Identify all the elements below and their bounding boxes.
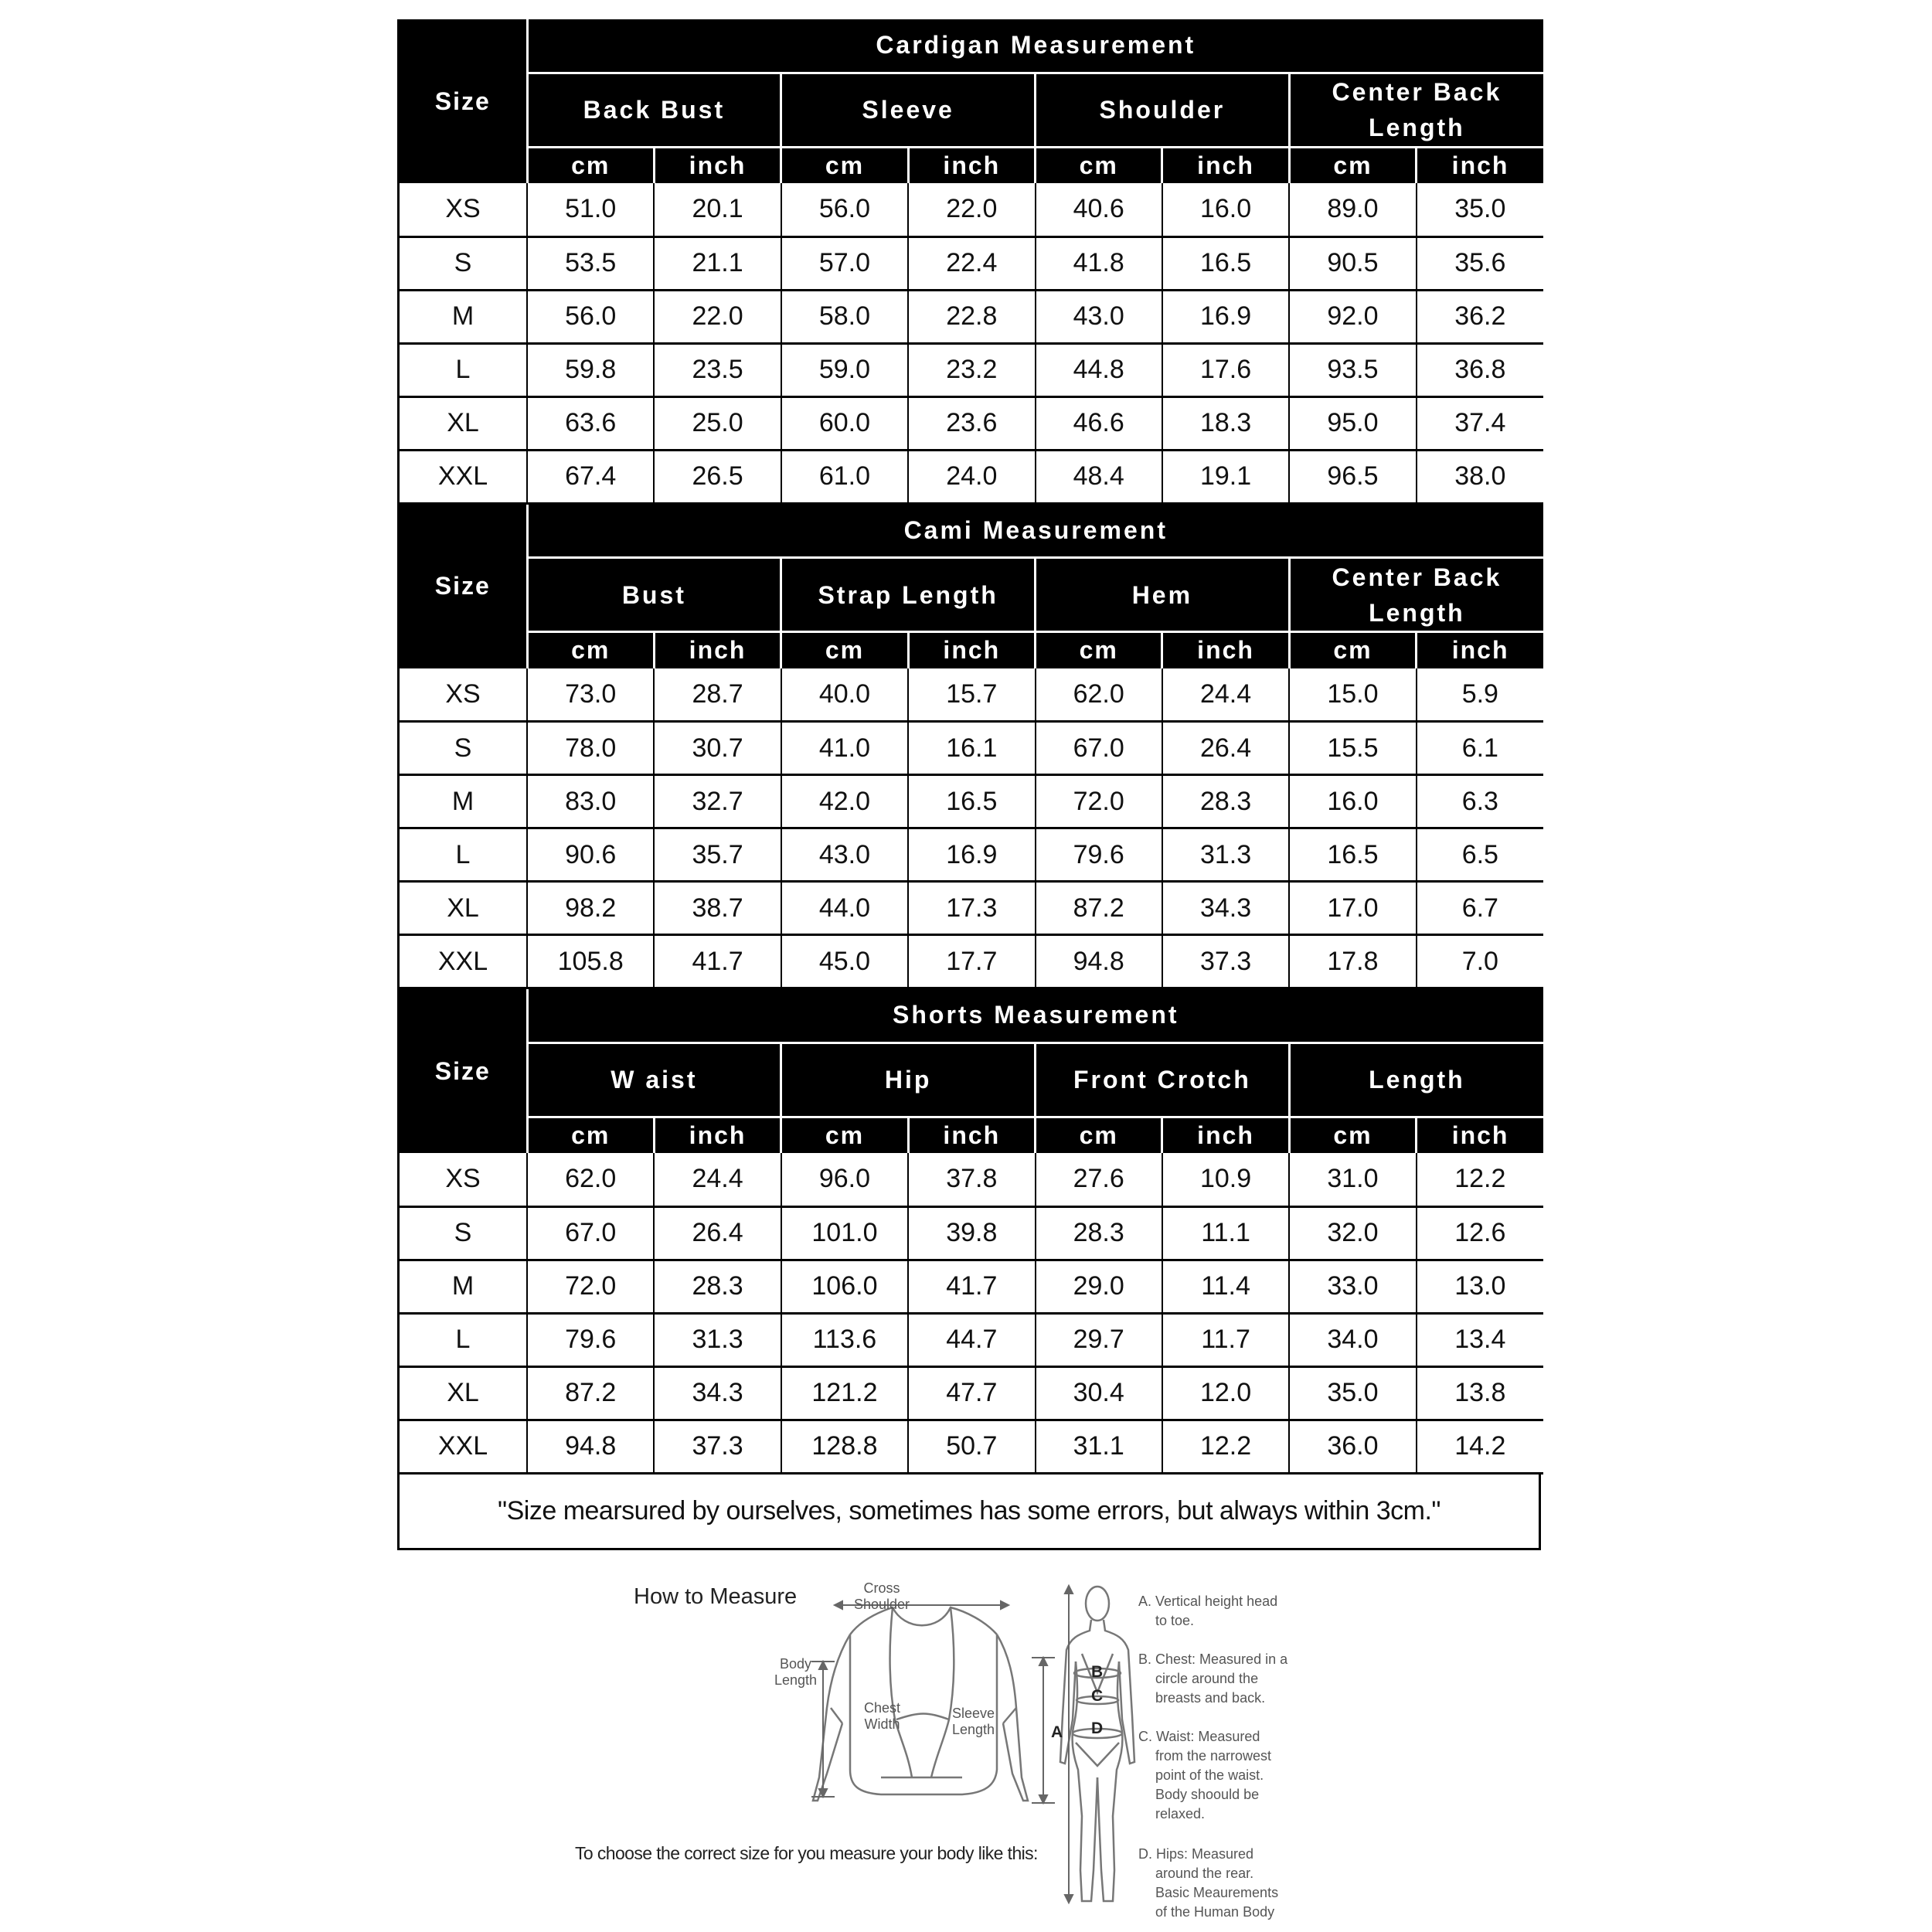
- legend-line: to toe.: [1155, 1613, 1195, 1628]
- legend-line: point of the waist.: [1155, 1767, 1264, 1783]
- value-cell: 23.5: [654, 343, 781, 396]
- table-row: [400, 828, 1543, 882]
- value-cell: 41.7: [908, 1260, 1035, 1313]
- size-cell: XS: [400, 1153, 527, 1206]
- value-cell: 12.2: [1417, 1153, 1543, 1206]
- table-row: [400, 236, 1543, 290]
- size-cell: XL: [400, 882, 527, 935]
- legend-line: A. Vertical height head: [1138, 1594, 1278, 1609]
- value-cell: 22.0: [908, 183, 1035, 236]
- value-cell: 6.5: [1417, 828, 1543, 882]
- value-cell: 16.1: [908, 722, 1035, 775]
- unit-header-inch: inch: [908, 632, 1035, 668]
- value-cell: 24.4: [654, 1153, 781, 1206]
- unit-header-cm: cm: [1289, 1117, 1416, 1153]
- value-cell: 121.2: [781, 1366, 908, 1420]
- measurement-group-header: Hip: [781, 1043, 1036, 1117]
- value-cell: 59.0: [781, 343, 908, 396]
- value-cell: 62.0: [1036, 668, 1162, 722]
- table-row: [400, 1260, 1543, 1313]
- size-cell: S: [400, 1206, 527, 1260]
- value-cell: 12.2: [1162, 1420, 1289, 1473]
- body-letter-c: C: [1091, 1687, 1104, 1705]
- measurement-group-header: Back Bust: [527, 73, 781, 147]
- table-row: [400, 1420, 1543, 1473]
- measurement-group-header: Length: [1289, 1043, 1543, 1117]
- unit-header-cm: cm: [527, 147, 654, 183]
- value-cell: 17.3: [908, 882, 1035, 935]
- value-cell: 22.0: [654, 290, 781, 343]
- value-cell: 16.5: [1162, 236, 1289, 290]
- value-cell: 44.8: [1036, 343, 1162, 396]
- value-cell: 34.3: [1162, 882, 1289, 935]
- measurement-group-header: Center Back Length: [1289, 73, 1543, 147]
- value-cell: 60.0: [781, 396, 908, 450]
- value-cell: 19.1: [1162, 450, 1289, 503]
- value-cell: 7.0: [1417, 935, 1543, 988]
- legend-item: [1138, 1650, 1287, 1708]
- value-cell: 44.0: [781, 882, 908, 935]
- value-cell: 59.8: [527, 343, 654, 396]
- cardigan-sketch: [813, 1607, 1028, 1801]
- value-cell: 31.3: [1162, 828, 1289, 882]
- value-cell: 28.3: [1162, 775, 1289, 828]
- unit-header-cm: cm: [1289, 632, 1416, 668]
- table-row: [400, 343, 1543, 396]
- unit-header-inch: inch: [908, 147, 1035, 183]
- legend-item: [1138, 1592, 1277, 1631]
- value-cell: 67.0: [527, 1206, 654, 1260]
- value-cell: 45.0: [781, 935, 908, 988]
- size-cell: XL: [400, 1366, 527, 1420]
- size-cell: S: [400, 722, 527, 775]
- value-cell: 32.7: [654, 775, 781, 828]
- unit-header-cm: cm: [781, 632, 908, 668]
- value-cell: 26.4: [654, 1206, 781, 1260]
- value-cell: 90.6: [527, 828, 654, 882]
- legend-line: D. Hips: Measured: [1138, 1846, 1254, 1862]
- measurement-group-header: Center Back Length: [1289, 558, 1543, 632]
- value-cell: 46.6: [1036, 396, 1162, 450]
- unit-header-inch: inch: [1162, 147, 1289, 183]
- section-table: [400, 989, 1543, 1475]
- value-cell: 11.1: [1162, 1206, 1289, 1260]
- value-cell: 90.5: [1289, 236, 1416, 290]
- value-cell: 87.2: [527, 1366, 654, 1420]
- value-cell: 17.8: [1289, 935, 1416, 988]
- value-cell: 33.0: [1289, 1260, 1416, 1313]
- value-cell: 67.0: [1036, 722, 1162, 775]
- legend-line: B. Chest: Measured in a: [1138, 1651, 1288, 1667]
- measurement-group-header: Front Crotch: [1036, 1043, 1290, 1117]
- legend-line: circle around the: [1155, 1671, 1259, 1686]
- value-cell: 61.0: [781, 450, 908, 503]
- value-cell: 37.3: [654, 1420, 781, 1473]
- size-header: Size: [400, 19, 527, 183]
- unit-header-inch: inch: [1417, 632, 1543, 668]
- value-cell: 40.6: [1036, 183, 1162, 236]
- value-cell: 41.7: [654, 935, 781, 988]
- value-cell: 38.0: [1417, 450, 1543, 503]
- value-cell: 113.6: [781, 1313, 908, 1366]
- value-cell: 27.6: [1036, 1153, 1162, 1206]
- value-cell: 28.3: [1036, 1206, 1162, 1260]
- table-row: [400, 775, 1543, 828]
- unit-header-inch: inch: [1162, 1117, 1289, 1153]
- value-cell: 35.0: [1289, 1366, 1416, 1420]
- unit-header-inch: inch: [654, 147, 781, 183]
- value-cell: 83.0: [527, 775, 654, 828]
- value-cell: 12.6: [1417, 1206, 1543, 1260]
- value-cell: 6.7: [1417, 882, 1543, 935]
- value-cell: 22.4: [908, 236, 1035, 290]
- legend-line: Body shoould be: [1155, 1787, 1260, 1802]
- size-header: Size: [400, 505, 527, 668]
- value-cell: 12.0: [1162, 1366, 1289, 1420]
- how-to-measure-instruction: To choose the correct size for you measure your body like this:: [575, 1843, 1038, 1863]
- value-cell: 31.1: [1036, 1420, 1162, 1473]
- unit-header-inch: inch: [1417, 1117, 1543, 1153]
- value-cell: 31.3: [654, 1313, 781, 1366]
- value-cell: 29.0: [1036, 1260, 1162, 1313]
- value-cell: 36.0: [1289, 1420, 1416, 1473]
- value-cell: 89.0: [1289, 183, 1416, 236]
- value-cell: 39.8: [908, 1206, 1035, 1260]
- size-cell: XXL: [400, 935, 527, 988]
- value-cell: 63.6: [527, 396, 654, 450]
- legend-item: [1138, 1845, 1278, 1922]
- table-row: [400, 1153, 1543, 1206]
- value-cell: 13.4: [1417, 1313, 1543, 1366]
- value-cell: 28.3: [654, 1260, 781, 1313]
- value-cell: 43.0: [1036, 290, 1162, 343]
- value-cell: 15.5: [1289, 722, 1416, 775]
- measurement-group-header: Shoulder: [1036, 73, 1290, 147]
- unit-header-inch: inch: [654, 1117, 781, 1153]
- value-cell: 34.3: [654, 1366, 781, 1420]
- measurement-group-header: Hem: [1036, 558, 1290, 632]
- unit-header-cm: cm: [1036, 1117, 1162, 1153]
- body-length-label: Body Length: [774, 1656, 818, 1688]
- value-cell: 56.0: [781, 183, 908, 236]
- value-cell: 47.7: [908, 1366, 1035, 1420]
- dimension-arrows: [811, 1601, 1055, 1803]
- value-cell: 15.0: [1289, 668, 1416, 722]
- value-cell: 72.0: [1036, 775, 1162, 828]
- value-cell: 37.8: [908, 1153, 1035, 1206]
- table-row: [400, 396, 1543, 450]
- value-cell: 23.2: [908, 343, 1035, 396]
- body-letter-a: A: [1051, 1723, 1063, 1741]
- value-cell: 17.0: [1289, 882, 1416, 935]
- value-cell: 13.0: [1417, 1260, 1543, 1313]
- value-cell: 30.4: [1036, 1366, 1162, 1420]
- value-cell: 35.0: [1417, 183, 1543, 236]
- value-cell: 62.0: [527, 1153, 654, 1206]
- value-cell: 93.5: [1289, 343, 1416, 396]
- body-letter-b: B: [1091, 1663, 1104, 1681]
- value-cell: 78.0: [527, 722, 654, 775]
- value-cell: 17.7: [908, 935, 1035, 988]
- value-cell: 18.3: [1162, 396, 1289, 450]
- unit-header-inch: inch: [1417, 147, 1543, 183]
- body-letter-d: D: [1091, 1719, 1104, 1737]
- value-cell: 106.0: [781, 1260, 908, 1313]
- table-row: [400, 1313, 1543, 1366]
- section-table: [400, 505, 1543, 990]
- table-row: [400, 450, 1543, 503]
- value-cell: 58.0: [781, 290, 908, 343]
- value-cell: 32.0: [1289, 1206, 1416, 1260]
- table-row: [400, 668, 1543, 722]
- value-cell: 57.0: [781, 236, 908, 290]
- value-cell: 11.4: [1162, 1260, 1289, 1313]
- value-cell: 21.1: [654, 236, 781, 290]
- value-cell: 87.2: [1036, 882, 1162, 935]
- table-row: [400, 183, 1543, 236]
- value-cell: 6.3: [1417, 775, 1543, 828]
- table-row: [400, 1206, 1543, 1260]
- legend-item: [1138, 1727, 1271, 1824]
- size-cell: M: [400, 290, 527, 343]
- value-cell: 95.0: [1289, 396, 1416, 450]
- table-row: [400, 1366, 1543, 1420]
- size-cell: L: [400, 343, 527, 396]
- value-cell: 29.7: [1036, 1313, 1162, 1366]
- chest-width-label: Chest Width: [864, 1700, 901, 1732]
- section-title: Cami Measurement: [527, 505, 1543, 558]
- value-cell: 37.3: [1162, 935, 1289, 988]
- unit-header-cm: cm: [1036, 632, 1162, 668]
- value-cell: 16.5: [1289, 828, 1416, 882]
- unit-header-inch: inch: [1162, 632, 1289, 668]
- value-cell: 22.8: [908, 290, 1035, 343]
- measurement-group-header: W aist: [527, 1043, 781, 1117]
- value-cell: 94.8: [1036, 935, 1162, 988]
- cross-shoulder-label: Cross Shoulder: [854, 1580, 910, 1612]
- value-cell: 37.4: [1417, 396, 1543, 450]
- value-cell: 42.0: [781, 775, 908, 828]
- size-cell: L: [400, 1313, 527, 1366]
- value-cell: 38.7: [654, 882, 781, 935]
- legend-line: breasts and back.: [1155, 1690, 1266, 1706]
- value-cell: 48.4: [1036, 450, 1162, 503]
- value-cell: 56.0: [527, 290, 654, 343]
- value-cell: 105.8: [527, 935, 654, 988]
- size-cell: M: [400, 1260, 527, 1313]
- value-cell: 94.8: [527, 1420, 654, 1473]
- size-cell: XS: [400, 183, 527, 236]
- size-cell: XXL: [400, 450, 527, 503]
- value-cell: 98.2: [527, 882, 654, 935]
- body-sketch: [1060, 1587, 1134, 1901]
- value-cell: 36.2: [1417, 290, 1543, 343]
- height-arrow: [1065, 1586, 1073, 1903]
- legend-line: of the Human Body: [1155, 1904, 1275, 1920]
- legend-line: around the rear.: [1155, 1866, 1254, 1881]
- value-cell: 24.0: [908, 450, 1035, 503]
- value-cell: 51.0: [527, 183, 654, 236]
- sleeve-length-label: Sleeve Length: [952, 1706, 995, 1737]
- unit-header-inch: inch: [908, 1117, 1035, 1153]
- value-cell: 11.7: [1162, 1313, 1289, 1366]
- measurement-group-header: Sleeve: [781, 73, 1036, 147]
- unit-header-cm: cm: [1289, 147, 1416, 183]
- value-cell: 16.0: [1162, 183, 1289, 236]
- size-cell: XS: [400, 668, 527, 722]
- value-cell: 35.7: [654, 828, 781, 882]
- value-cell: 72.0: [527, 1260, 654, 1313]
- size-cell: M: [400, 775, 527, 828]
- value-cell: 10.9: [1162, 1153, 1289, 1206]
- legend-line: C. Waist: Measured: [1138, 1729, 1260, 1744]
- size-cell: L: [400, 828, 527, 882]
- value-cell: 41.8: [1036, 236, 1162, 290]
- value-cell: 67.4: [527, 450, 654, 503]
- value-cell: 31.0: [1289, 1153, 1416, 1206]
- value-cell: 16.5: [908, 775, 1035, 828]
- value-cell: 101.0: [781, 1206, 908, 1260]
- measurement-note: "Size mearsured by ourselves, sometimes has some errors, but always within 3cm.": [400, 1475, 1539, 1550]
- unit-header-cm: cm: [1036, 147, 1162, 183]
- value-cell: 73.0: [527, 668, 654, 722]
- value-cell: 5.9: [1417, 668, 1543, 722]
- value-cell: 92.0: [1289, 290, 1416, 343]
- value-cell: 14.2: [1417, 1420, 1543, 1473]
- value-cell: 34.0: [1289, 1313, 1416, 1366]
- value-cell: 16.0: [1289, 775, 1416, 828]
- value-cell: 30.7: [654, 722, 781, 775]
- legend-line: from the narrowest: [1155, 1748, 1272, 1764]
- value-cell: 53.5: [527, 236, 654, 290]
- how-to-measure-title: How to Measure: [634, 1584, 798, 1609]
- table-row: [400, 935, 1543, 988]
- value-cell: 13.8: [1417, 1366, 1543, 1420]
- value-cell: 79.6: [1036, 828, 1162, 882]
- value-cell: 40.0: [781, 668, 908, 722]
- section-title: Cardigan Measurement: [527, 19, 1543, 73]
- unit-header-cm: cm: [527, 1117, 654, 1153]
- size-header: Size: [400, 989, 527, 1153]
- value-cell: 50.7: [908, 1420, 1035, 1473]
- value-cell: 96.0: [781, 1153, 908, 1206]
- measurement-group-header: Bust: [527, 558, 781, 632]
- table-row: [400, 290, 1543, 343]
- value-cell: 17.6: [1162, 343, 1289, 396]
- value-cell: 35.6: [1417, 236, 1543, 290]
- size-cell: XXL: [400, 1420, 527, 1473]
- unit-header-cm: cm: [781, 1117, 908, 1153]
- value-cell: 24.4: [1162, 668, 1289, 722]
- value-cell: 43.0: [781, 828, 908, 882]
- table-row: [400, 882, 1543, 935]
- value-cell: 15.7: [908, 668, 1035, 722]
- measurement-group-header: Strap Length: [781, 558, 1036, 632]
- value-cell: 16.9: [1162, 290, 1289, 343]
- value-cell: 20.1: [654, 183, 781, 236]
- value-cell: 128.8: [781, 1420, 908, 1473]
- value-cell: 96.5: [1289, 450, 1416, 503]
- value-cell: 6.1: [1417, 722, 1543, 775]
- section-title: Shorts Measurement: [527, 989, 1543, 1043]
- value-cell: 36.8: [1417, 343, 1543, 396]
- unit-header-cm: cm: [781, 147, 908, 183]
- value-cell: 44.7: [908, 1313, 1035, 1366]
- unit-header-inch: inch: [654, 632, 781, 668]
- value-cell: 79.6: [527, 1313, 654, 1366]
- legend-line: relaxed.: [1155, 1806, 1206, 1821]
- size-cell: XL: [400, 396, 527, 450]
- unit-header-cm: cm: [527, 632, 654, 668]
- value-cell: 26.4: [1162, 722, 1289, 775]
- value-cell: 16.9: [908, 828, 1035, 882]
- value-cell: 41.0: [781, 722, 908, 775]
- table-row: [400, 722, 1543, 775]
- value-cell: 28.7: [654, 668, 781, 722]
- section-table: [400, 19, 1543, 505]
- value-cell: 25.0: [654, 396, 781, 450]
- size-cell: S: [400, 236, 527, 290]
- legend-line: Basic Meaurements: [1155, 1885, 1279, 1900]
- value-cell: 23.6: [908, 396, 1035, 450]
- value-cell: 26.5: [654, 450, 781, 503]
- size-chart: [397, 19, 1541, 1550]
